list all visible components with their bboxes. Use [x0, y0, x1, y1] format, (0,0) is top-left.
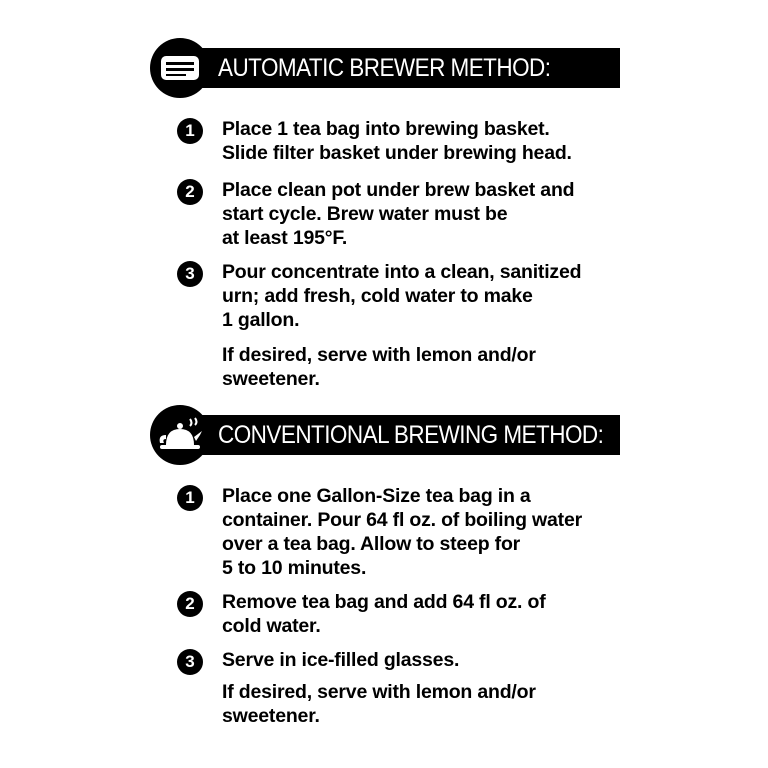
step-number-badge: 2 — [177, 591, 203, 617]
step-number-badge: 3 — [177, 649, 203, 675]
conventional-header — [150, 405, 620, 465]
automatic-header — [150, 38, 620, 98]
automatic-note: If desired, serve with lemon and/or sweetener. — [222, 344, 536, 390]
automatic-title: AUTOMATIC BREWER METHOD: — [218, 54, 551, 82]
teapot-icon — [150, 405, 210, 465]
conventional-title: CONVENTIONAL BREWING METHOD: — [218, 421, 604, 449]
conventional-note: If desired, serve with lemon and/or sweetener. — [222, 681, 536, 727]
step-number-badge: 1 — [177, 485, 203, 511]
step-text: Pour concentrate into a clean, sanitized urn; add fresh, cold water to make 1 gallon. — [222, 261, 582, 331]
step-number-badge: 1 — [177, 118, 203, 144]
step-number-badge: 3 — [177, 261, 203, 287]
step-number-badge: 2 — [177, 179, 203, 205]
brewer-icon — [150, 38, 210, 98]
step-text: Remove tea bag and add 64 fl oz. of cold water. — [222, 591, 546, 637]
step-text: Place one Gallon-Size tea bag in a container. Pour 64 fl oz. of boiling water over a tea bag. Allow to steep for 5 to 10 minutes. — [222, 485, 582, 579]
step-text: Place 1 tea bag into brewing basket. Slide filter basket under brewing head. — [222, 118, 572, 164]
step-text: Place clean pot under brew basket and start cycle. Brew water must be at least 195°F. — [222, 179, 575, 249]
step-text: Serve in ice-filled glasses. — [222, 649, 460, 671]
